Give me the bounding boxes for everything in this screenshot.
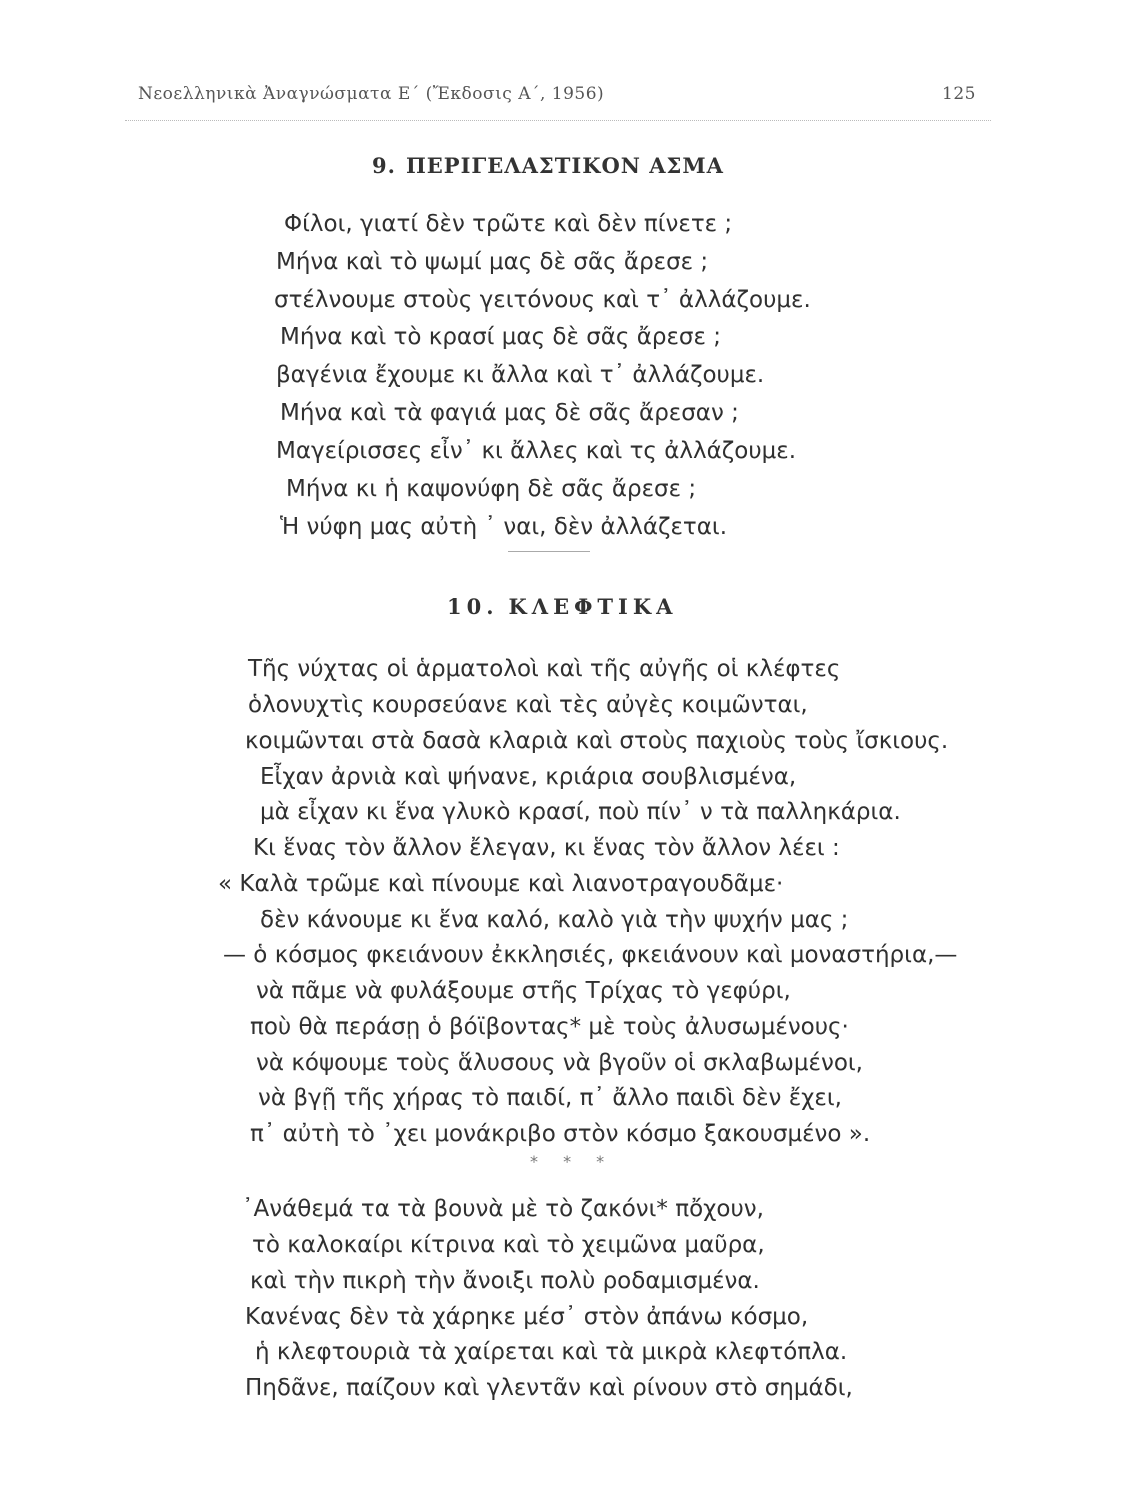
verse-line: Μήνα κι ἡ καψονύφη δὲ σᾶς ἄρεσε ; xyxy=(286,476,697,502)
verse-line: δὲν κάνουμε κι ἕνα καλό, καλὸ γιὰ τὴν ψυχήν μας ; xyxy=(260,907,849,933)
verse-line: Πηδᾶνε, παίζουν καὶ γλεντᾶν καὶ ρίνουν στὸ σημάδι, xyxy=(245,1375,853,1401)
section-10-title xyxy=(0,594,1141,619)
section-10-heading: ΚΛΕΦΤΙΚΑ xyxy=(508,594,678,619)
verse-line: Κι ἕνας τὸν ἄλλον ἔλεγαν, κι ἕνας τὸν ἄλλον λέει : xyxy=(253,835,840,861)
verse-line: Μήνα καὶ τὰ φαγιά μας δὲ σᾶς ἄρεσαν ; xyxy=(280,400,739,426)
verse-line: π᾽ αὐτὴ τὸ ᾽χει μονάκριβο στὸν κόσμο ξακουσμένο ». xyxy=(250,1121,871,1147)
verse-line: Εἶχαν ἀρνιὰ καὶ ψήνανε, κριάρια σουβλισμένα, xyxy=(260,764,797,790)
verse-line: Φίλοι, γιατί δὲν τρῶτε καὶ δὲν πίνετε ; xyxy=(284,211,733,237)
section-divider xyxy=(508,551,590,552)
verse-line: τὸ καλοκαίρι κίτρινα καὶ τὸ χειμῶνα μαῦρα, xyxy=(252,1232,765,1258)
section-9-number: 9. xyxy=(372,153,396,178)
verse-line: Κανένας δὲν τὰ χάρηκε μέσ᾽ στὸν ἀπάνω κόσμο, xyxy=(245,1304,809,1330)
verse-line: καὶ τὴν πικρὴ τὴν ἄνοιξι πολὺ ροδαμισμένα. xyxy=(250,1268,760,1294)
section-9-title xyxy=(0,153,1141,178)
verse-line: Μήνα καὶ τὸ ψωμί μας δὲ σᾶς ἄρεσε ; xyxy=(276,249,709,275)
verse-line: νὰ βγῇ τῆς χήρας τὸ παιδί, π᾽ ἄλλο παιδὶ δὲν ἔχει, xyxy=(258,1085,842,1111)
verse-line: βαγένια ἔχουμε κι ἄλλα καὶ τ᾽ ἀλλάζουμε. xyxy=(276,362,765,388)
verse-line: ὁλονυχτὶς κουρσεύανε καὶ τὲς αὐγὲς κοιμῶνται, xyxy=(248,692,808,718)
running-title: Νεοελληνικὰ Ἀναγνώσματα Ε΄ (Ἔκδοσις Α΄, 1956) xyxy=(138,84,605,104)
verse-line: « Καλὰ τρῶμε καὶ πίνουμε καὶ λιανοτραγουδᾶμε· xyxy=(218,871,784,897)
verse-line: — ὁ κόσμος φκειάνουν ἐκκλησιές, φκειάνουν καὶ μοναστήρια,— xyxy=(223,942,958,968)
verse-line: ἡ κλεφτουριὰ τὰ χαίρεται καὶ τὰ μικρὰ κλεφτόπλα. xyxy=(255,1339,848,1365)
verse-line: Μήνα καὶ τὸ κρασί μας δὲ σᾶς ἄρεσε ; xyxy=(280,324,721,350)
verse-line: Τῆς νύχτας οἱ ἁρματολοὶ καὶ τῆς αὐγῆς οἱ κλέφτες xyxy=(248,656,841,682)
verse-line: νὰ κόψουμε τοὺς ἅλυσους νὰ βγοῦν οἱ σκλαβωμένοι, xyxy=(256,1050,863,1076)
verse-line: νὰ πᾶμε νὰ φυλάξουμε στῆς Τρίχας τὸ γεφύρι, xyxy=(256,978,791,1004)
verse-line: Ἡ νύφη μας αὐτὴ ᾽ ναι, δὲν ἀλλάζεται. xyxy=(280,514,728,540)
section-10-number: 10. xyxy=(447,594,499,619)
verse-line: Μαγείρισσες εἶν᾽ κι ἄλλες καὶ τς ἀλλάζουμε. xyxy=(276,438,797,464)
page-number: 125 xyxy=(942,84,976,104)
section-9-heading: ΠΕΡΙΓΕΛΑΣΤΙΚΟΝ ΑΣΜΑ xyxy=(405,153,724,178)
verse-line: μὰ εἶχαν κι ἕνα γλυκὸ κρασί, ποὺ πίν᾽ ν τὰ παλληκάρια. xyxy=(260,799,901,825)
asterism-separator: * * * xyxy=(530,1152,615,1171)
verse-line: ᾽Ανάθεμά τα τὰ βουνὰ μὲ τὸ ζακόνι* πὄχουν, xyxy=(242,1196,764,1222)
verse-line: στέλνουμε στοὺς γειτόνους καὶ τ᾽ ἀλλάζουμε. xyxy=(274,287,811,313)
verse-line: ποὺ θὰ περάσῃ ὁ βόϊβοντας* μὲ τοὺς ἀλυσωμένους· xyxy=(250,1014,849,1040)
verse-line: κοιμῶνται στὰ δασὰ κλαριὰ καὶ στοὺς παχιοὺς τοὺς ἴσκιους. xyxy=(245,728,949,754)
header-rule xyxy=(125,120,991,121)
running-header xyxy=(138,84,976,104)
